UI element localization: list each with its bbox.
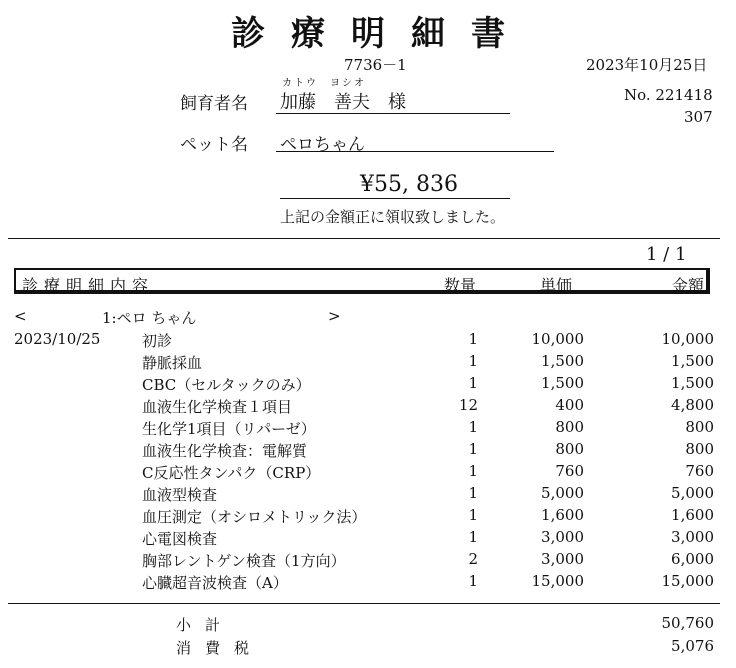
item-amount: 3,000: [671, 528, 714, 546]
amount-underline: [280, 198, 510, 199]
received-statement: 上記の金額正に領収致しました。: [280, 208, 506, 226]
document-title: 診療明細書: [231, 14, 531, 54]
item-unit-price: 3,000: [541, 528, 584, 546]
item-name: 初診: [142, 332, 173, 350]
item-unit-price: 15,000: [531, 572, 584, 590]
item-quantity: 1: [468, 418, 478, 436]
item-amount: 5,000: [671, 484, 714, 502]
owner-name: 加藤 善夫 様: [280, 92, 406, 113]
table-row: [0, 462, 736, 484]
table-row: [0, 528, 736, 550]
table-row: [0, 506, 736, 528]
document-code: 7736－1: [344, 56, 407, 74]
item-amount: 800: [685, 418, 714, 436]
table-row: [0, 396, 736, 418]
visit-date: 2023/10/25: [14, 330, 101, 348]
item-amount: 15,000: [661, 572, 714, 590]
item-name: 血液型検査: [142, 486, 218, 504]
table-row: [0, 352, 736, 374]
item-unit-price: 400: [555, 396, 584, 414]
issue-date: 2023年10月25日: [586, 56, 708, 74]
item-quantity: 1: [468, 484, 478, 502]
item-quantity: 1: [468, 528, 478, 546]
table-row: [0, 572, 736, 594]
table-row: [0, 374, 736, 396]
item-amount: 1,500: [671, 374, 714, 392]
item-unit-price: 3,000: [541, 550, 584, 568]
item-unit-price: 1,600: [541, 506, 584, 524]
item-name: C反応性タンパク（CRP）: [142, 464, 321, 482]
pet-name: ペロちゃん: [280, 135, 365, 155]
table-row: [0, 440, 736, 462]
table-row: [0, 484, 736, 506]
owner-furigana: カトウ ヨシオ: [282, 78, 366, 89]
item-amount: 760: [685, 462, 714, 480]
item-quantity: 1: [468, 352, 478, 370]
item-amount: 1,600: [671, 506, 714, 524]
item-unit-price: 800: [555, 418, 584, 436]
prev-pet-marker: <: [14, 307, 27, 325]
item-quantity: 1: [468, 330, 478, 348]
owner-label: 飼育者名: [180, 94, 248, 114]
page-indicator: 1 / 1: [646, 244, 687, 265]
item-name: 血液生化学検査１項目: [142, 398, 293, 416]
header-unit-price: 単価: [540, 276, 573, 295]
pet-underline: [276, 151, 554, 152]
pet-label: ペット名: [180, 135, 248, 155]
item-quantity: 1: [468, 462, 478, 480]
item-name: 血液生化学検査：電解質: [142, 442, 308, 460]
item-name: 生化学1項目（リパーゼ）: [142, 420, 316, 438]
subtotal-value: 50,760: [661, 614, 714, 632]
item-unit-price: 1,500: [541, 374, 584, 392]
item-amount: 800: [685, 440, 714, 458]
top-divider: [8, 238, 720, 239]
item-name: 血圧測定（オシロメトリック法）: [142, 508, 367, 526]
item-name: 静脈採血: [142, 354, 203, 372]
item-quantity: 1: [468, 440, 478, 458]
item-name: 心臓超音波検査（A）: [142, 574, 288, 592]
header-description: 診療明細内容: [22, 276, 155, 295]
item-amount: 1,500: [671, 352, 714, 370]
item-unit-price: 800: [555, 440, 584, 458]
header-amount: 金額: [672, 276, 705, 295]
item-name: 胸部レントゲン検査（1方向）: [142, 552, 346, 570]
item-name: CBC（セルタックのみ）: [142, 376, 311, 394]
tax-value: 5,076: [671, 637, 714, 655]
item-quantity: 1: [468, 572, 478, 590]
table-row: [0, 418, 736, 440]
item-amount: 4,800: [671, 396, 714, 414]
item-amount: 10,000: [661, 330, 714, 348]
subtotal-label: 小計: [176, 616, 235, 634]
owner-underline: [276, 113, 510, 114]
receipt-number: No. 221418: [624, 86, 713, 104]
item-quantity: 12: [458, 396, 478, 414]
next-pet-marker: >: [328, 307, 341, 325]
bottom-divider: [8, 603, 720, 604]
table-row: [0, 550, 736, 572]
header-quantity: 数量: [444, 276, 477, 295]
tax-label: 消費税: [176, 639, 264, 657]
table-row: [0, 330, 736, 352]
total-amount: ¥55, 836: [360, 172, 458, 197]
item-unit-price: 760: [555, 462, 584, 480]
item-quantity: 1: [468, 506, 478, 524]
item-amount: 6,000: [671, 550, 714, 568]
item-quantity: 1: [468, 374, 478, 392]
item-unit-price: 5,000: [541, 484, 584, 502]
item-quantity: 2: [468, 550, 478, 568]
pet-row-name: 1:ペロ ちゃん: [102, 309, 197, 327]
item-name: 心電図検査: [142, 530, 218, 548]
item-unit-price: 10,000: [531, 330, 584, 348]
sub-number: 307: [684, 108, 713, 126]
item-unit-price: 1,500: [541, 352, 584, 370]
